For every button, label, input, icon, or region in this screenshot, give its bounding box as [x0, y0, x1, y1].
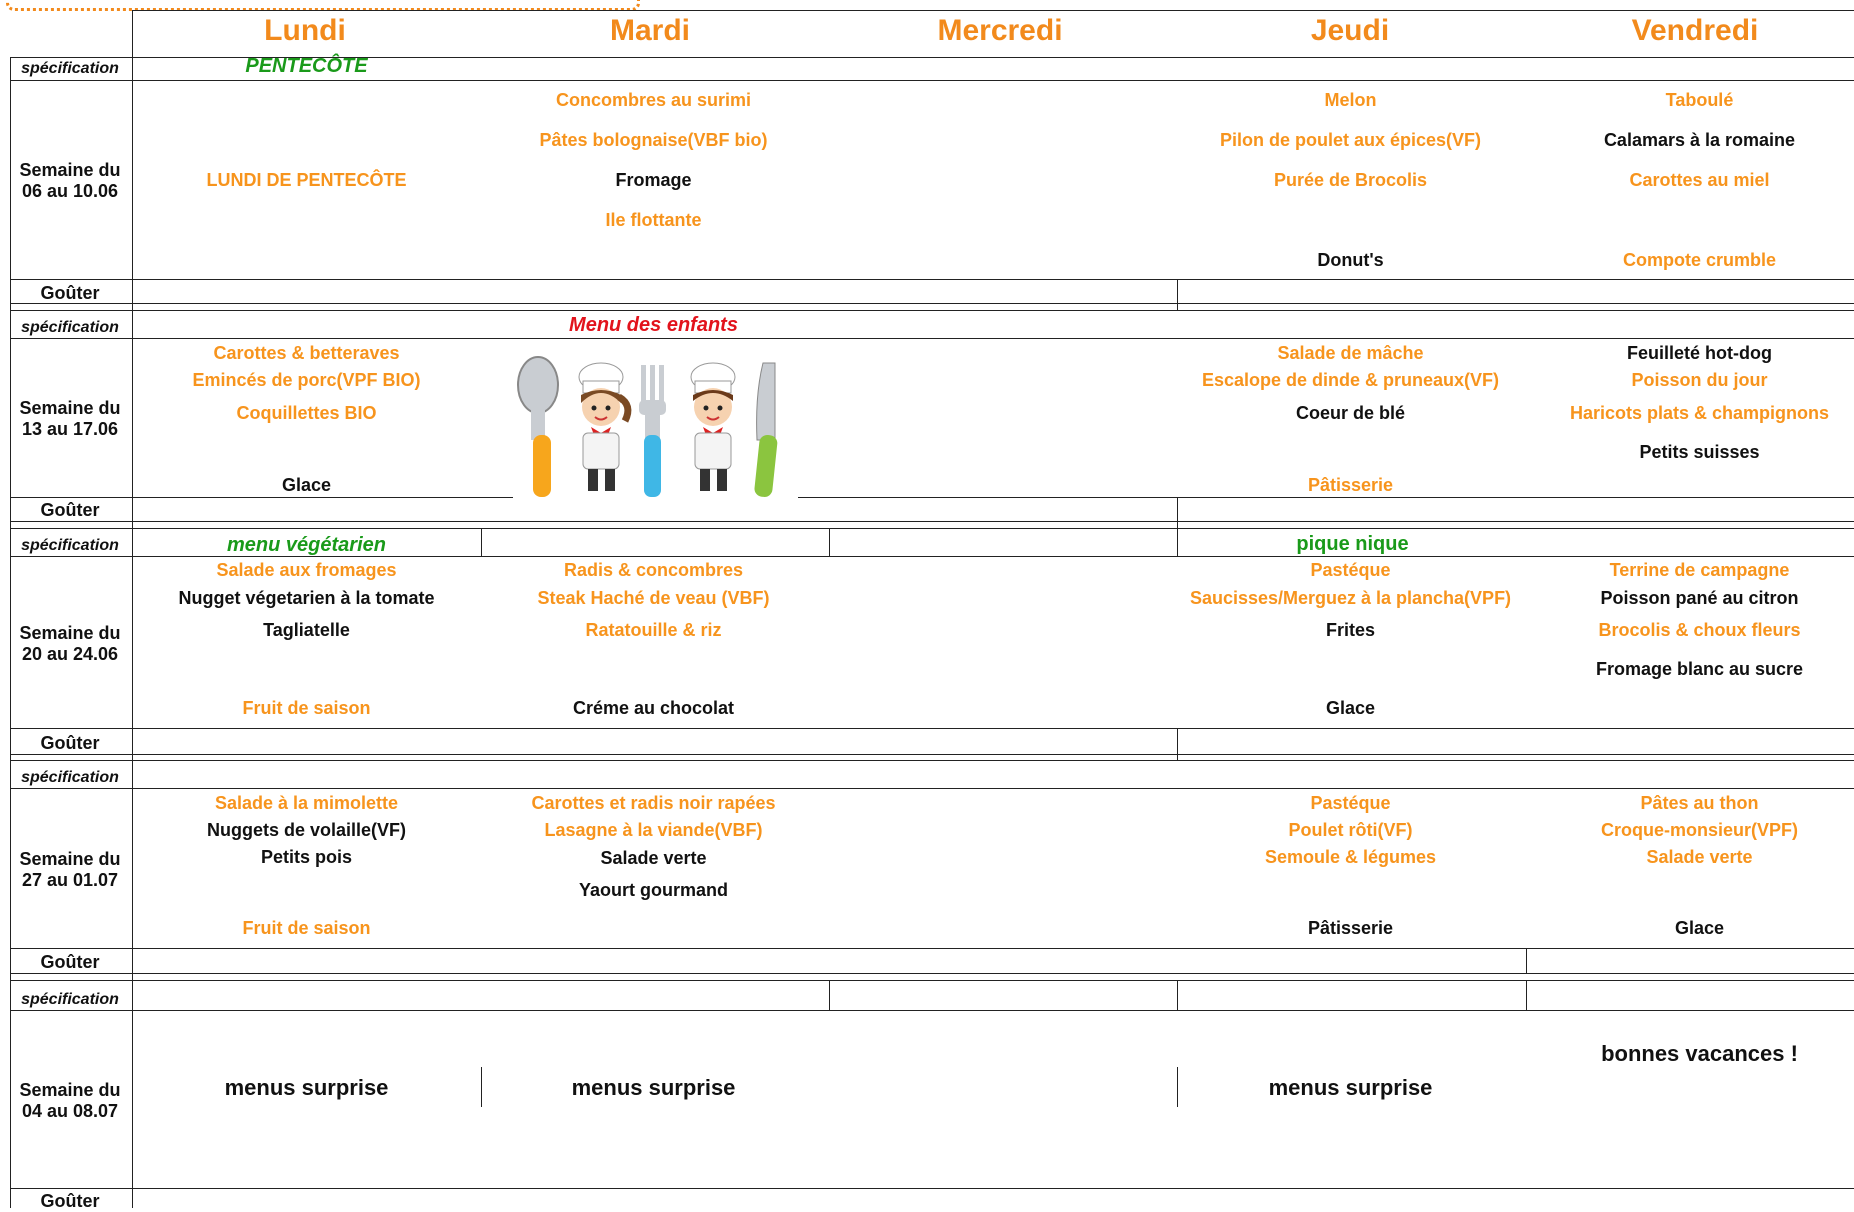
gouter-label-4: Goûter — [40, 952, 100, 972]
menu-item: Pâtisserie — [1307, 918, 1394, 938]
menu-item: Escalope de dinde & pruneaux(VF) — [1201, 370, 1500, 390]
week-label-1: Semaine du 06 au 10.06 — [19, 160, 121, 201]
menu-item: Salade verte — [600, 848, 707, 868]
menu-item: Coquillettes BIO — [236, 403, 377, 423]
spec-pentecote: PENTECÔTE — [245, 55, 368, 77]
gouter-label-1: Goûter — [40, 283, 100, 303]
menu-item: Ratatouille & riz — [585, 620, 722, 640]
menu-item: Ile flottante — [605, 210, 702, 230]
menu-item: Calamars à la romaine — [1603, 130, 1796, 150]
menu-item: Haricots plats & champignons — [1569, 403, 1830, 423]
menu-item: Poisson du jour — [1631, 370, 1768, 390]
menu-item: Donut's — [1317, 250, 1384, 270]
menu-item: Salade aux fromages — [216, 560, 397, 580]
menu-item: Poisson pané au citron — [1600, 588, 1799, 608]
menu-item: menus surprise — [1268, 1075, 1433, 1100]
menu-item: Coeur de blé — [1295, 403, 1406, 423]
menu-item: Créme au chocolat — [572, 698, 735, 718]
menu-item: LUNDI DE PENTECÔTE — [206, 170, 407, 190]
menu-item: Pastéque — [1310, 560, 1391, 580]
gouter-label-2: Goûter — [40, 500, 100, 520]
menu-item: Purée de Brocolis — [1273, 170, 1428, 190]
menu-item: Fromage blanc au sucre — [1595, 659, 1804, 679]
menu-item: Croque-monsieur(VPF) — [1600, 820, 1798, 840]
menu-item: Petits pois — [260, 847, 353, 867]
week-label-2: Semaine du 13 au 17.06 — [19, 398, 121, 439]
spec-label-5: spécification — [21, 991, 119, 1008]
menu-item: Salade de mâche — [1277, 343, 1424, 363]
day-header-lundi: Lundi — [264, 14, 346, 47]
day-header-mercredi: Mercredi — [937, 14, 1063, 47]
menu-item: Semoule & légumes — [1264, 847, 1437, 867]
menu-item: Glace — [1674, 918, 1725, 938]
day-header-mardi: Mardi — [609, 14, 690, 47]
spec-pique-nique: pique nique — [1296, 533, 1409, 555]
menu-item: Pâtes bolognaise(VBF bio) — [539, 130, 768, 150]
menu-item: Tagliatelle — [263, 620, 350, 640]
kids-chefs-illustration — [513, 355, 798, 500]
menu-item: Nuggets de volaille(VF) — [206, 820, 407, 840]
menu-item: Pâtes au thon — [1640, 793, 1759, 813]
menu-item: Glace — [1325, 698, 1376, 718]
spec-menu-vegetarien: menu végétarien — [227, 534, 386, 556]
gouter-label-3: Goûter — [40, 733, 100, 753]
menu-item: Terrine de campagne — [1609, 560, 1790, 580]
menu-item: Compote crumble — [1622, 250, 1777, 270]
menu-item: Glace — [281, 475, 332, 495]
menu-item: Pilon de poulet aux épices(VF) — [1219, 130, 1482, 150]
menu-item: Fruit de saison — [242, 918, 371, 938]
menu-item: Concombres au surimi — [555, 90, 752, 110]
menu-item: Nugget végetarien à la tomate — [178, 588, 435, 608]
spec-label-1: spécification — [21, 60, 119, 77]
menu-item: Salade à la mimolette — [214, 793, 399, 813]
spec-label-4: spécification — [21, 769, 119, 786]
menu-item: Lasagne à la viande(VBF) — [544, 820, 763, 840]
menu-item: Poulet rôti(VF) — [1288, 820, 1413, 840]
week-label-3: Semaine du 20 au 24.06 — [19, 623, 121, 664]
menu-item: Saucisses/Merguez à la plancha(VPF) — [1189, 588, 1512, 608]
menu-item: Fromage — [615, 170, 692, 190]
menu-item: Radis & concombres — [563, 560, 744, 580]
menu-item: bonnes vacances ! — [1601, 1041, 1798, 1066]
menu-item: Pâtisserie — [1307, 475, 1394, 495]
menu-item: Steak Haché de veau (VBF) — [537, 588, 770, 608]
spec-label-3: spécification — [21, 537, 119, 554]
menu-item: Fruit de saison — [242, 698, 371, 718]
menu-item: Pastéque — [1310, 793, 1391, 813]
menu-item: Petits suisses — [1639, 442, 1760, 462]
week-label-4: Semaine du 27 au 01.07 — [19, 849, 121, 890]
menu-item: Feuilleté hot-dog — [1627, 343, 1772, 363]
spec-label-2: spécification — [21, 319, 119, 336]
menu-item: Melon — [1324, 90, 1377, 110]
menu-item: Frites — [1325, 620, 1376, 640]
menu-item: menus surprise — [224, 1075, 389, 1100]
day-header-jeudi: Jeudi — [1310, 14, 1390, 47]
menu-item: Brocolis & choux fleurs — [1598, 620, 1801, 640]
menu-item: Carottes et radis noir rapées — [531, 793, 776, 813]
gouter-label-5: Goûter — [40, 1191, 100, 1211]
spec-menu-enfants: Menu des enfants — [569, 314, 738, 336]
menu-item: Yaourt gourmand — [578, 880, 728, 900]
menu-item: Emincés de porc(VPF BIO) — [192, 370, 421, 390]
menu-item: Taboulé — [1665, 90, 1734, 110]
day-header-vendredi: Vendredi — [1631, 14, 1759, 47]
menu-item: Salade verte — [1646, 847, 1753, 867]
menu-item: Carottes au miel — [1629, 170, 1770, 190]
week-label-5: Semaine du 04 au 08.07 — [19, 1080, 121, 1121]
menu-item: Carottes & betteraves — [213, 343, 400, 363]
menu-item: menus surprise — [571, 1075, 736, 1100]
